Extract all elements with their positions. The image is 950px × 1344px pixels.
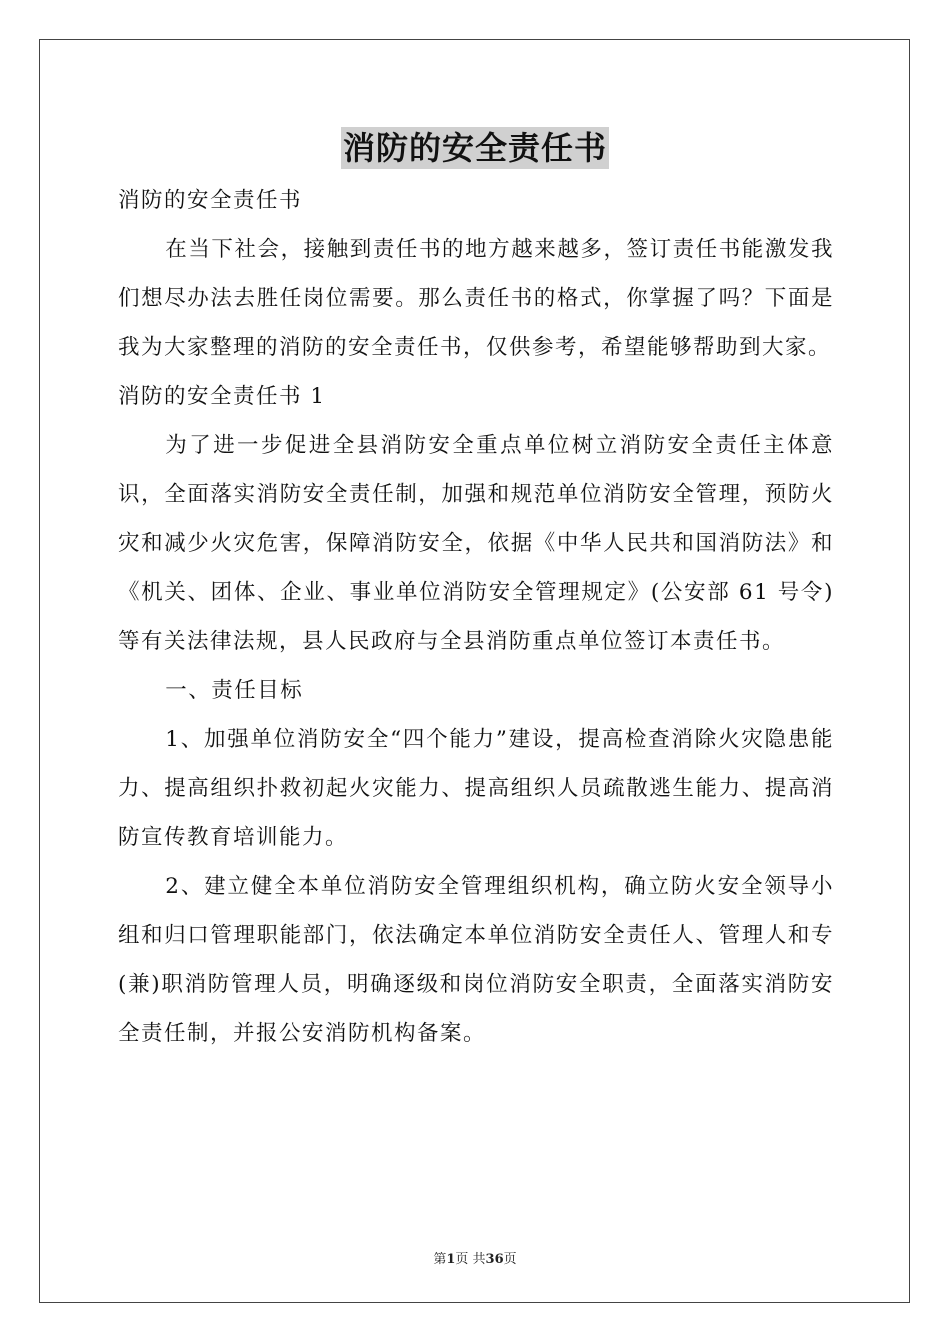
footer-page-total: 36 <box>485 1252 504 1267</box>
footer-page-current: 1 <box>446 1252 456 1267</box>
footer-suffix: 页 <box>503 1252 517 1267</box>
target-item-2: 2、建立健全本单位消防安全管理组织机构，确立防火安全领导小组和归口管理职能部门，依法确定本单位消防安全责任人、管理人和专(兼)职消防管理人员，明确逐级和岗位消防安全职责，全面落实消防安全责任制，并报公安消防机构备案。 <box>118 874 834 1046</box>
paragraph-basis: 为了进一步促进全县消防安全重点单位树立消防安全责任主体意识，全面落实消防安全责任制，加强和规范单位消防安全管理，预防火灾和减少火灾危害，保障消防安全，依据《中华人民共和国消防法》和《机关、团体、企业、事业单位消防安全管理规定》(公安部 61 号令)等有关法律法规，县人民政府与全县消防重点单位签订本责任书。 <box>118 433 834 654</box>
footer-mid: 页 共 <box>455 1252 486 1267</box>
heading-targets: 一、责任目标 <box>165 678 304 703</box>
title-wrap <box>0 127 950 169</box>
document-subtitle: 消防的安全责任书 <box>118 188 303 213</box>
intro-paragraph: 在当下社会，接触到责任书的地方越来越多，签订责任书能激发我们想尽办法去胜任岗位需要。那么责任书的格式，你掌握了吗？下面是我为大家整理的消防的安全责任书，仅供参考，希望能够帮助到大家。 <box>118 237 834 360</box>
page-footer <box>0 1248 950 1267</box>
target-item-1: 1、加强单位消防安全“四个能力”建设，提高检查消除火灾隐患能力、提高组织扑救初起火灾能力、提高组织人员疏散逃生能力、提高消防宣传教育培训能力。 <box>118 727 834 850</box>
document-body <box>118 176 834 1058</box>
document-title: 消防的安全责任书 <box>342 129 607 167</box>
footer-prefix: 第 <box>433 1252 447 1267</box>
section-heading: 消防的安全责任书 1 <box>118 384 326 409</box>
